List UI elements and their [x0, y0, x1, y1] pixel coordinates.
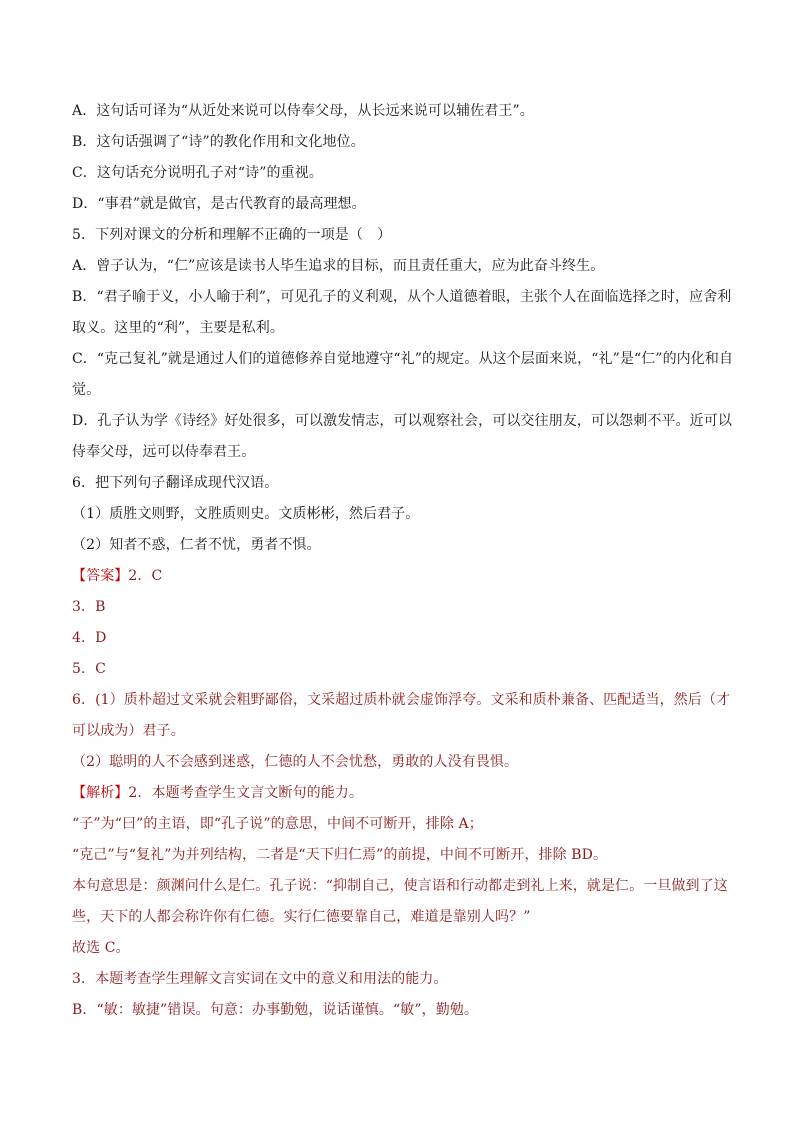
text-line: 故选 C。 [72, 940, 130, 956]
text-line: 可以成为）君子。 [72, 723, 185, 739]
text-line: “子”为“曰”的主语，即“孔子说”的意思，中间不可断开，排除 A； [72, 816, 483, 832]
text-line: D．“事君”就是做官，是古代教育的最高理想。 [72, 196, 366, 212]
document-body [72, 96, 734, 1026]
text-line: A．这句话可译为“从近处来说可以侍奉父母，从长远来说可以辅佐君王”。 [72, 103, 534, 119]
text-line: 5．下列对课文的分析和理解不正确的一项是（ ） [72, 227, 392, 243]
section-tag: 【解析】 [72, 785, 129, 801]
text-line: 些，天下的人都会称许你有仁德。实行仁德要靠自己，难道是靠别人吗？” [72, 909, 531, 925]
text-line: 取义。这里的“利”，主要是私利。 [72, 320, 284, 336]
text-line: 3．本题考查学生理解文言实词在文中的意义和用法的能力。 [72, 971, 448, 987]
text-line: 6．(1）质朴超过文采就会粗野鄙俗，文采超过质朴就会虚饰浮夸。文采和质朴兼备、匹配适当，然后（才 [72, 692, 731, 708]
text-line: 5．C [72, 661, 106, 677]
text-line [72, 778, 724, 809]
text-line: 6．把下列句子翻译成现代汉语。 [72, 475, 279, 491]
text-line: 觉。 [72, 382, 101, 398]
text-line: （2）知者不惑，仁者不忧，勇者不惧。 [72, 537, 321, 553]
text-line: 3．B [72, 599, 106, 615]
text-line: 4．D [72, 630, 107, 646]
text-line: B．这句话强调了“诗”的教化作用和文化地位。 [72, 134, 365, 150]
text-line: B．“敏：敏捷”错误。句意：办事勤勉，说话谨慎。“敏”，勤勉。 [72, 1002, 479, 1018]
line-text: 2．本题考查学生文言文断句的能力。 [128, 785, 364, 801]
text-line: B．“君子喻于义，小人喻于利”，可见孔子的义利观，从个人道德着眼，主张个人在面临选择之时，应舍利 [72, 289, 732, 305]
text-line: （1）质胜文则野，文胜质则史。文质彬彬，然后君子。 [72, 506, 420, 522]
text-line: （2）聪明的人不会感到迷惑，仁德的人不会忧愁，勇敢的人没有畏惧。 [72, 754, 519, 770]
text-line: 侍奉父母，远可以侍奉君王。 [72, 444, 256, 460]
text-line: C．“克己复礼”就是通过人们的道德修养自觉地遵守“礼”的规定。从这个层面来说，“礼”是“仁”的内化和自 [72, 351, 734, 367]
text-line: C．这句话充分说明孔子对“诗”的重视。 [72, 165, 323, 181]
text-line: “克己”与“复礼”为并列结构，二者是“天下归仁焉”的前提，中间不可断开，排除 BD。 [72, 847, 608, 863]
section-tag: 【答案】 [72, 568, 129, 584]
text-line: A．曾子认为，“仁”应该是读书人毕生追求的目标，而且责任重大，应为此奋斗终生。 [72, 258, 605, 274]
line-text: 2．C [128, 568, 163, 584]
text-line: D．孔子认为学《诗经》好处很多，可以激发情志，可以观察社会，可以交往朋友，可以怨刺不平。近可以 [72, 413, 732, 429]
text-line [72, 561, 724, 592]
text-line: 本句意思是：颜渊问什么是仁。孔子说：“抑制自己，使言语和行动都走到礼上来，就是仁。一旦做到了这 [72, 878, 728, 894]
